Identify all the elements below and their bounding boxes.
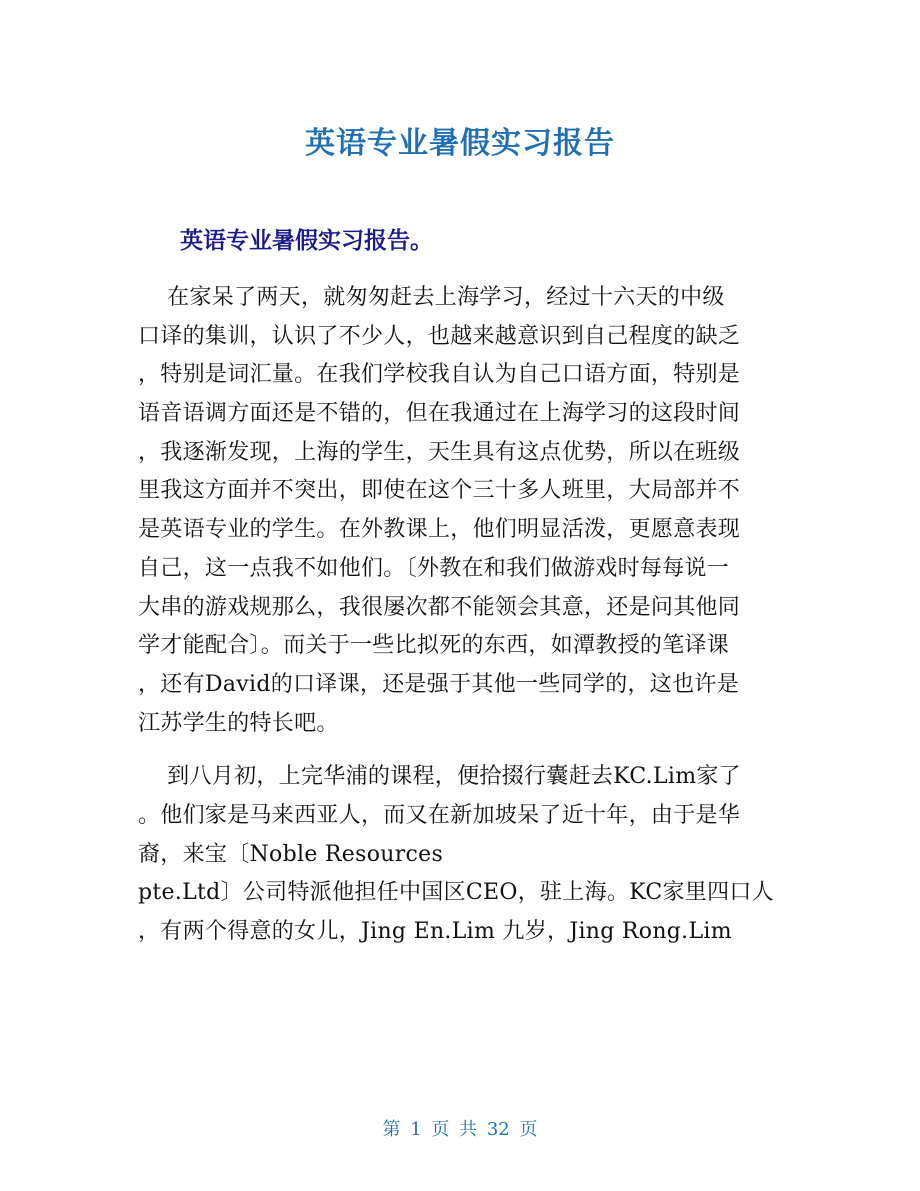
text-line: 大串的游戏规那么，我很屡次都不能领会其意，还是问其他同 bbox=[138, 594, 741, 620]
text-line: pte.Ltd〕公司特派他担任中国区CEO，驻上海。KC家里四口人 bbox=[138, 880, 774, 906]
text-line: 是英语专业的学生。在外教课上，他们明显活泼，更愿意表现 bbox=[138, 517, 741, 543]
document-body bbox=[138, 279, 798, 952]
text-line: ，有两个得意的女儿，Jing En.Lim 九岁，Jing Rong.Lim bbox=[138, 919, 732, 944]
text-line: ，还有David的口译课，还是强于其他一些同学的，这也许是 bbox=[138, 671, 740, 697]
text-line: 在家呆了两天，就匆匆赶去上海学习，经过十六天的中级 bbox=[138, 285, 725, 310]
text-line: ，特别是词汇量。在我们学校我自认为自己口语方面，特别是 bbox=[138, 362, 741, 388]
paragraph-2 bbox=[138, 758, 798, 951]
text-line: 。他们家是马来西亚人，而又在新加坡呆了近十年，由于是华 bbox=[138, 802, 741, 828]
text-line: 里我这方面并不突出，即使在这个三十多人班里，大局部并不 bbox=[138, 478, 741, 504]
document-subtitle: 英语专业暑假实习报告。 bbox=[180, 228, 433, 254]
text-line: 江苏学生的特长吧。 bbox=[138, 710, 339, 736]
text-line: 口译的集训，认识了不少人，也越来越意识到自己程度的缺乏 bbox=[138, 323, 741, 349]
text-line: ，我逐渐发现，上海的学生，天生具有这点优势，所以在班级 bbox=[138, 439, 741, 465]
document-title: 英语专业暑假实习报告 bbox=[305, 126, 615, 161]
text-line: 自己，这一点我不如他们。〔外教在和我们做游戏时每每说一 bbox=[138, 555, 730, 581]
text-line: 语音语调方面还是不错的，但在我通过在上海学习的这段时间 bbox=[138, 401, 741, 427]
text-line: 到八月初，上完华浦的课程，便拾掇行囊赶去KC.Lim家了 bbox=[138, 764, 741, 790]
page-indicator: 第 1 页 共 32 页 bbox=[382, 1119, 538, 1140]
text-line: 学才能配合〕。而关于一些比拟死的东西，如潭教授的笔译课 bbox=[138, 633, 730, 659]
paragraph-1 bbox=[138, 279, 798, 743]
text-line: 裔，来宝〔Noble Resources bbox=[138, 841, 444, 867]
